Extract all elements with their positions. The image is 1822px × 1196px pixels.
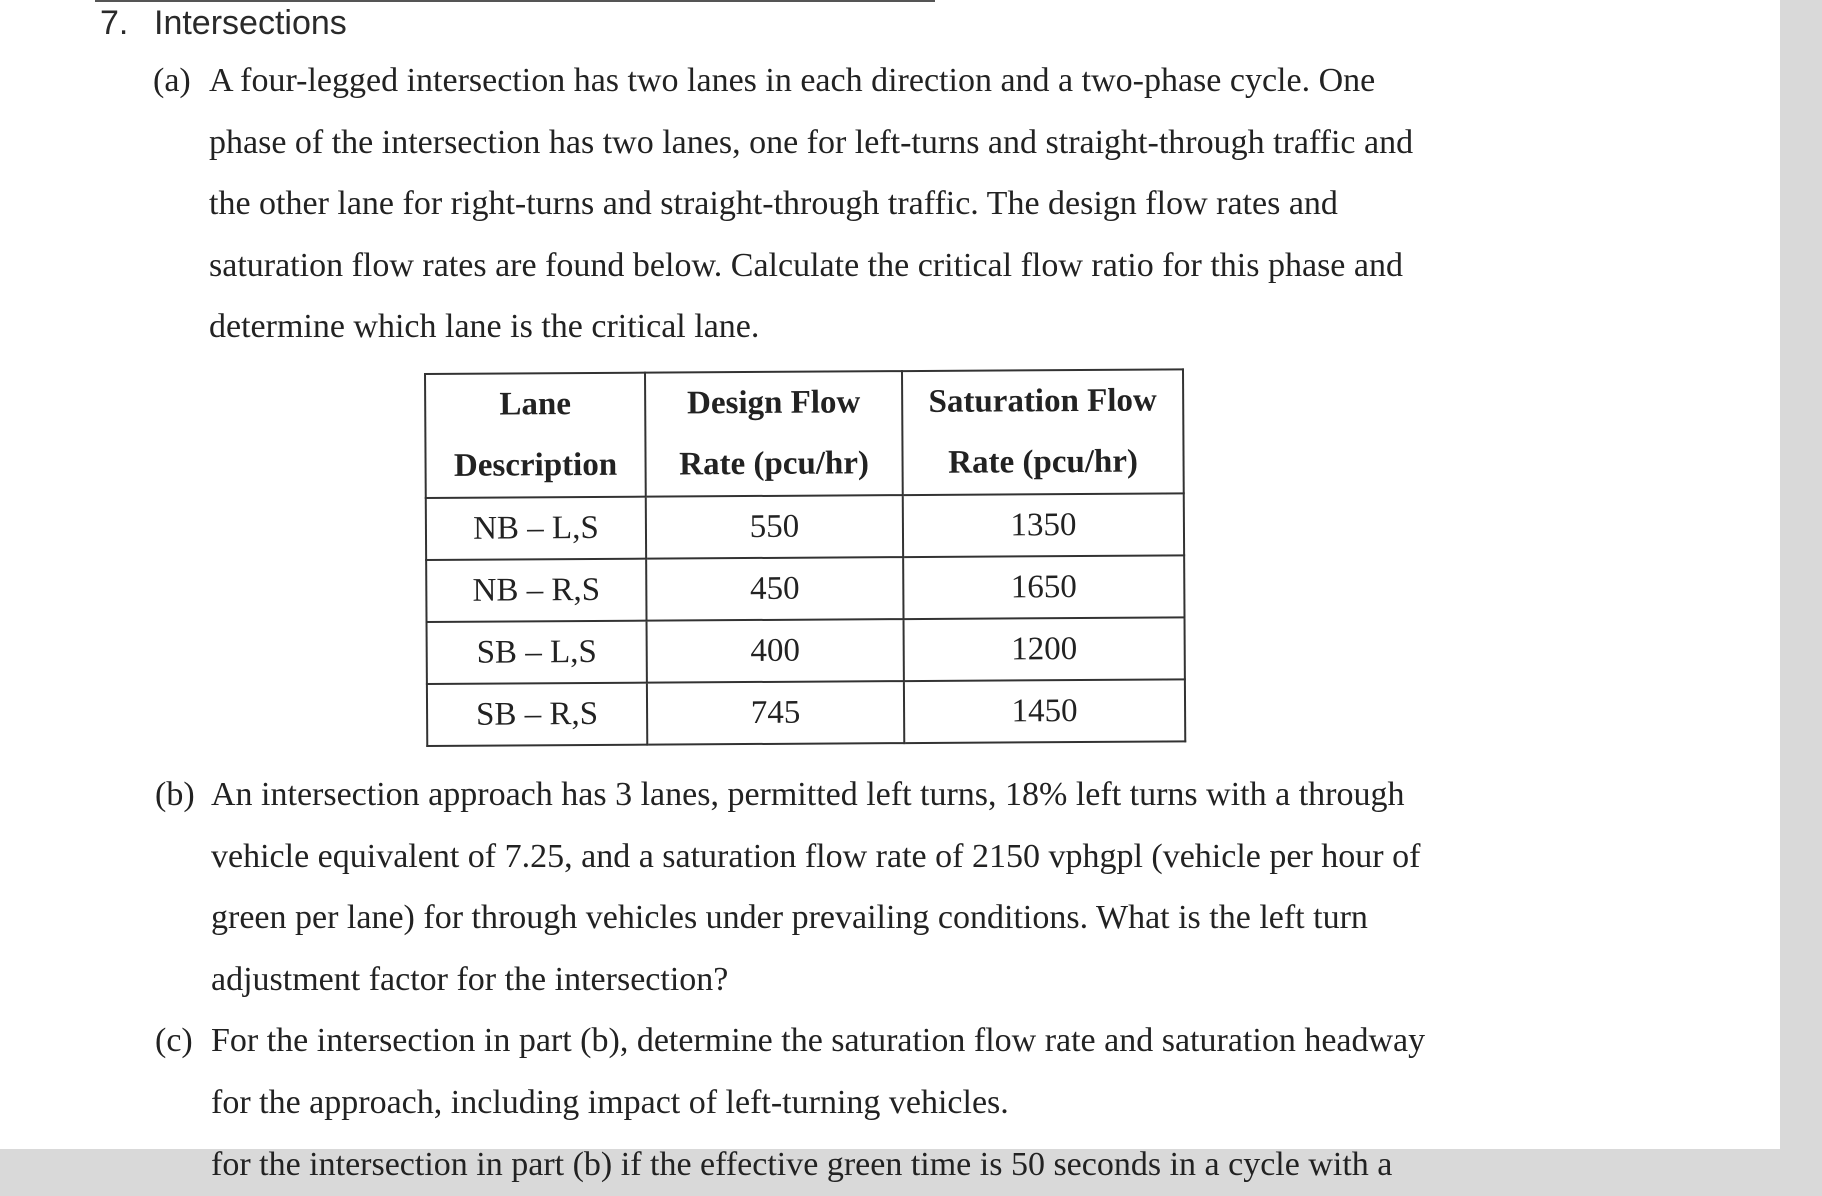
- cell-lane: SB – L,S: [427, 621, 647, 684]
- part-a-line-2: phase of the intersection has two lanes, one for left-turns and straight-through traffic and: [209, 123, 1414, 161]
- header-design-line1: Design Flow: [686, 384, 861, 422]
- header-design-flow: [645, 371, 903, 497]
- table-row: [426, 493, 1184, 560]
- cell-design-flow: 550: [646, 495, 903, 559]
- part-b-line-4: adjustment factor for the intersection?: [211, 960, 729, 998]
- cell-saturation-flow: 1350: [903, 493, 1184, 557]
- part-c-line-1: For the intersection in part (b), determine the saturation flow rate and saturation headway: [211, 1022, 1426, 1059]
- header-saturation-line1: Saturation Flow: [928, 382, 1157, 420]
- cell-saturation-flow: 1200: [904, 617, 1185, 681]
- part-a: [153, 50, 1414, 358]
- part-c-label: (c): [155, 1022, 193, 1059]
- part-c: [155, 1010, 1426, 1133]
- part-b-label: (b): [155, 776, 195, 813]
- section-number: 7.: [100, 4, 129, 42]
- part-a-line-1: A four-legged intersection has two lanes in each direction and a two-phase cycle. One: [209, 62, 1376, 99]
- part-a-line-5: determine which lane is the critical lane.: [209, 308, 760, 345]
- cell-lane: NB – L,S: [426, 497, 646, 560]
- part-d-line-1: for the intersection in part (b) if the effective green time is 50 seconds in a cycle with a: [211, 1146, 1393, 1183]
- cell-design-flow: 400: [647, 619, 904, 683]
- flow-rate-table: [424, 368, 1186, 747]
- table-header-row: [425, 369, 1184, 498]
- cell-saturation-flow: 1450: [904, 679, 1185, 743]
- cell-saturation-flow: 1650: [903, 555, 1184, 619]
- cell-lane: NB – R,S: [426, 559, 646, 622]
- part-d-cutoff: [211, 1134, 1392, 1196]
- part-b-line-2: vehicle equivalent of 7.25, and a saturation flow rate of 2150 vphgpl (vehicle per hour of: [211, 837, 1421, 875]
- section-heading: [100, 4, 347, 43]
- section-title: Intersections: [154, 4, 347, 42]
- part-b-line-1: An intersection approach has 3 lanes, permitted left turns, 18% left turns with a through: [211, 776, 1405, 813]
- table-row: [427, 679, 1185, 746]
- part-a-label: (a): [153, 62, 191, 99]
- part-b-line-3: green per lane) for through vehicles under prevailing conditions. What is the left turn: [211, 899, 1368, 936]
- header-lane-description: [425, 373, 646, 498]
- part-b: [155, 764, 1421, 1010]
- top-rule: [95, 0, 935, 2]
- table-row: [427, 617, 1185, 684]
- table-row: [426, 555, 1184, 622]
- header-saturation-line2: Rate (pcu/hr): [948, 443, 1139, 481]
- cell-design-flow: 450: [646, 557, 903, 621]
- cell-design-flow: 745: [647, 681, 904, 745]
- header-saturation-flow: [902, 369, 1184, 495]
- header-design-line2: Rate (pcu/hr): [679, 445, 870, 483]
- header-lane-line1: Lane: [499, 386, 572, 423]
- part-a-line-4: saturation flow rates are found below. Calculate the critical flow ratio for this phase and: [209, 246, 1403, 284]
- header-lane-line2: Description: [453, 446, 618, 484]
- part-a-line-3: the other lane for right-turns and straight-through traffic. The design flow rates and: [209, 185, 1338, 222]
- part-c-line-2: for the approach, including impact of left-turning vehicles.: [211, 1083, 1009, 1121]
- cell-lane: SB – R,S: [427, 683, 647, 746]
